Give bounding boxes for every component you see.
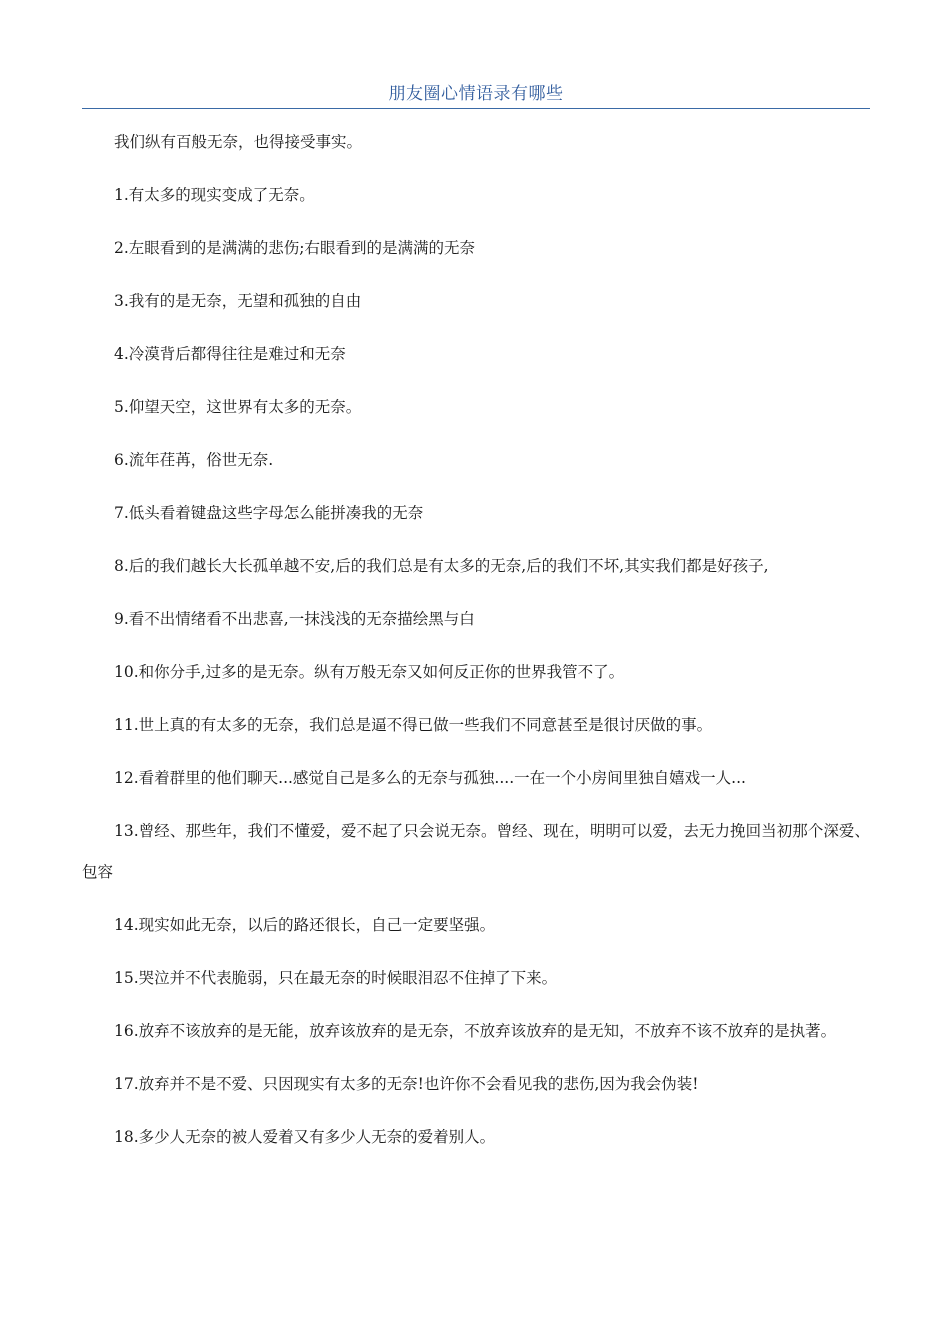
document-body <box>82 122 870 1170</box>
quote-item-2: 2.左眼看到的是满满的悲伤;右眼看到的是满满的无奈 <box>114 239 476 257</box>
quote-item-6: 6.流年荏苒，俗世无奈. <box>114 451 274 469</box>
intro-paragraph: 我们纵有百般无奈，也得接受事实。 <box>114 133 363 151</box>
quote-item-11: 11.世上真的有太多的无奈，我们总是逼不得已做一些我们不同意甚至是很讨厌做的事。 <box>114 716 713 734</box>
quote-item-4: 4.冷漠背后都得往往是难过和无奈 <box>114 345 346 363</box>
quote-item-14: 14.现实如此无奈，以后的路还很长，自己一定要坚强。 <box>114 916 496 934</box>
quote-item-12: 12.看着群里的他们聊天...感觉自己是多么的无奈与孤独....一在一个小房间里独自嬉戏一人... <box>114 769 746 787</box>
quote-item-17: 17.放弃并不是不爱、只因现实有太多的无奈!也许你不会看见我的悲伤,因为我会伪装! <box>114 1075 699 1093</box>
quote-item-13: 13.曾经、那些年，我们不懂爱，爱不起了只会说无奈。曾经、现在，明明可以爱，去无力挽回当初那个深爱、包容 <box>82 822 870 881</box>
quote-item-18: 18.多少人无奈的被人爱着又有多少人无奈的爱着别人。 <box>114 1128 496 1146</box>
quote-item-8: 8.后的我们越长大长孤单越不安,后的我们总是有太多的无奈,后的我们不坏,其实我们都是好孩子, <box>114 557 769 575</box>
quote-item-15: 15.哭泣并不代表脆弱，只在最无奈的时候眼泪忍不住掉了下来。 <box>114 969 558 987</box>
quote-item-3: 3.我有的是无奈，无望和孤独的自由 <box>114 292 362 310</box>
quote-item-1: 1.有太多的现实变成了无奈。 <box>114 186 315 204</box>
quote-item-5: 5.仰望天空，这世界有太多的无奈。 <box>114 398 362 416</box>
quote-item-9: 9.看不出情绪看不出悲喜,一抹浅浅的无奈描绘黑与白 <box>114 610 475 628</box>
page-title: 朋友圈心情语录有哪些 <box>388 84 564 104</box>
quote-item-7: 7.低头看着键盘这些字母怎么能拼凑我的无奈 <box>114 504 424 522</box>
page-header <box>82 80 870 109</box>
quote-item-10: 10.和你分手,过多的是无奈。纵有万般无奈又如何反正你的世界我管不了。 <box>114 663 625 681</box>
quote-item-16: 16.放弃不该放弃的是无能，放弃该放弃的是无奈，不放弃该放弃的是无知，不放弃不该不放弃的是执著。 <box>114 1022 837 1040</box>
